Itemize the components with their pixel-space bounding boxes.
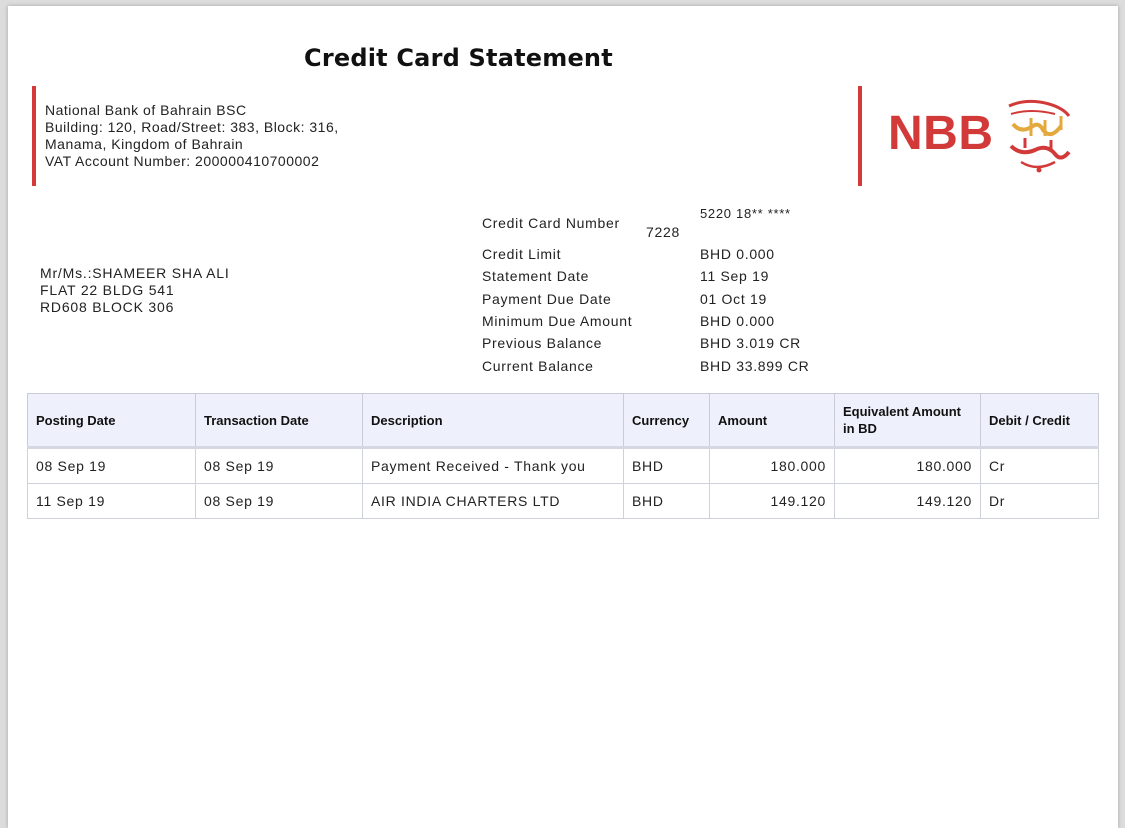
table-header-row: [28, 394, 1099, 448]
minimum-due-value: BHD 0.000: [700, 313, 775, 329]
cell-posting-date: 11 Sep 19: [28, 484, 196, 519]
transactions-table: [27, 393, 1099, 519]
cell-description: AIR INDIA CHARTERS LTD: [363, 484, 624, 519]
payment-due-label: Payment Due Date: [482, 291, 612, 307]
card-number-label: Credit Card Number: [482, 215, 620, 231]
page-title: Credit Card Statement: [304, 44, 613, 72]
cell-currency: BHD: [624, 448, 710, 484]
statement-date-label: Statement Date: [482, 268, 590, 284]
customer-address-line2: RD608 BLOCK 306: [40, 299, 175, 315]
card-number-tail: 7228: [646, 224, 680, 240]
header-description: Description: [363, 394, 624, 448]
header-debit-credit: Debit / Credit: [981, 394, 1099, 448]
cell-amount: 180.000: [710, 448, 835, 484]
current-balance-label: Current Balance: [482, 358, 594, 374]
minimum-due-label: Minimum Due Amount: [482, 313, 633, 329]
cell-equivalent-amount: 180.000: [835, 448, 981, 484]
cell-amount: 149.120: [710, 484, 835, 519]
current-balance-value: BHD 33.899 CR: [700, 358, 810, 374]
bank-address-line2: Manama, Kingdom of Bahrain: [45, 136, 244, 152]
header-transaction-date: Transaction Date: [196, 394, 363, 448]
nbb-logo: [886, 96, 1076, 176]
logo-text: NBB: [888, 107, 994, 160]
bank-vat-number: VAT Account Number: 200000410700002: [45, 153, 320, 169]
header-currency: Currency: [624, 394, 710, 448]
customer-name: Mr/Ms.:SHAMEER SHA ALI: [40, 265, 230, 281]
previous-balance-label: Previous Balance: [482, 335, 603, 351]
cell-transaction-date: 08 Sep 19: [196, 448, 363, 484]
cell-currency: BHD: [624, 484, 710, 519]
header-amount: Amount: [710, 394, 835, 448]
logo-accent-bar: [858, 86, 862, 186]
cell-transaction-date: 08 Sep 19: [196, 484, 363, 519]
customer-address-line1: FLAT 22 BLDG 541: [40, 282, 175, 298]
bank-accent-bar: [32, 86, 36, 186]
table-row: [28, 448, 1099, 484]
table-row: [28, 484, 1099, 519]
credit-limit-label: Credit Limit: [482, 246, 562, 262]
arabic-calligraphy-icon: [1001, 98, 1077, 176]
cell-debit-credit: Dr: [981, 484, 1099, 519]
bank-address: [45, 102, 339, 170]
statement-page: [8, 6, 1118, 828]
cell-posting-date: 08 Sep 19: [28, 448, 196, 484]
header-posting-date: Posting Date: [28, 394, 196, 448]
card-number-head: 5220 18** ****: [700, 206, 791, 221]
previous-balance-value: BHD 3.019 CR: [700, 335, 801, 351]
bank-name: National Bank of Bahrain BSC: [45, 102, 247, 118]
payment-due-value: 01 Oct 19: [700, 291, 768, 307]
header-equivalent-amount: Equivalent Amount in BD: [835, 394, 981, 448]
statement-date-value: 11 Sep 19: [700, 268, 770, 284]
bank-address-line1: Building: 120, Road/Street: 383, Block: 316,: [45, 119, 339, 135]
customer-address: [40, 265, 230, 316]
cell-debit-credit: Cr: [981, 448, 1099, 484]
cell-description: Payment Received - Thank you: [363, 448, 624, 484]
cell-equivalent-amount: 149.120: [835, 484, 981, 519]
credit-limit-value: BHD 0.000: [700, 246, 775, 262]
